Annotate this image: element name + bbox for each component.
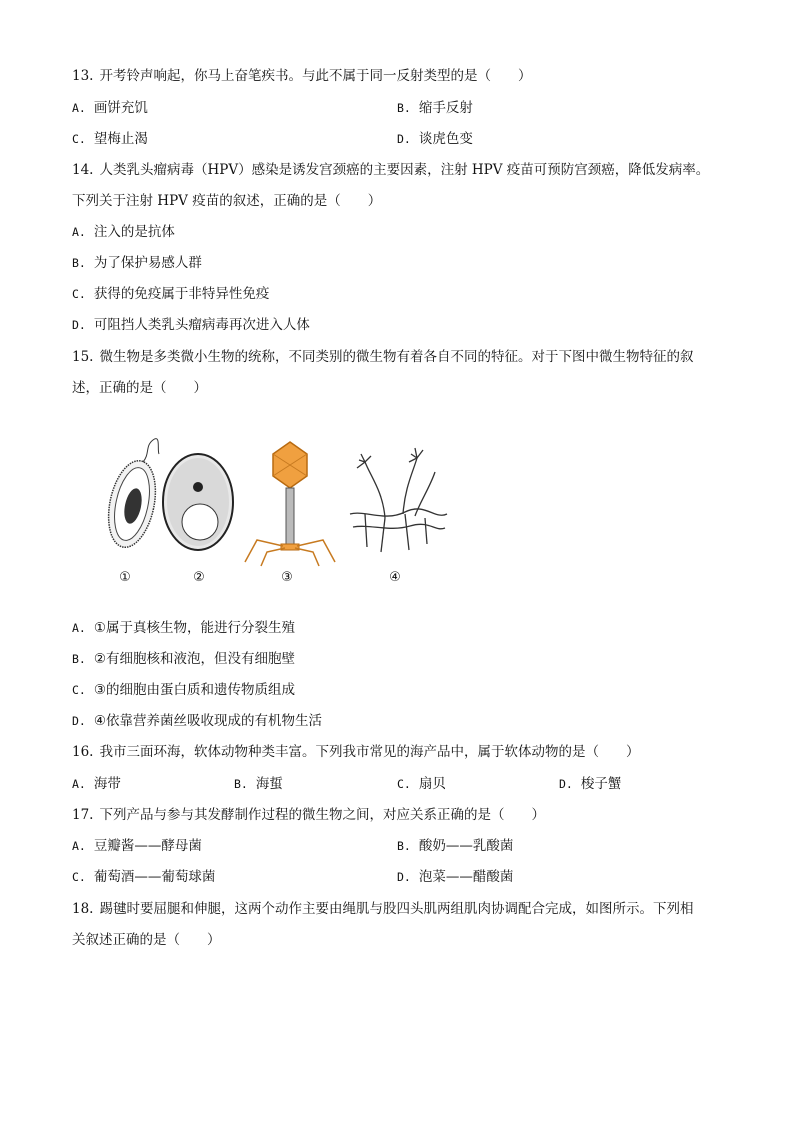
q15-stem-line2: 述，正确的是（ ） xyxy=(72,380,207,396)
q13-stem-text: 开考铃声响起，你马上奋笔疾书。与此不属于同一反射类型的是（ ） xyxy=(99,68,532,84)
q17-option-b[interactable]: B. 酸奶——乳酸菌 xyxy=(397,838,514,854)
q16-number: 16. xyxy=(72,744,94,760)
figure-label-3: ③ xyxy=(281,570,293,585)
q13-option-d[interactable]: D. 谈虎色变 xyxy=(397,131,473,147)
q15-option-d[interactable]: D. ④依靠营养菌丝吸收现成的有机物生活 xyxy=(72,713,322,729)
q13-option-b[interactable]: B. 缩手反射 xyxy=(397,100,473,116)
q14-option-c[interactable]: C. 获得的免疫属于非特异性免疫 xyxy=(72,286,270,302)
q13-number: 13. xyxy=(72,68,94,84)
q14-option-d[interactable]: D. 可阻挡人类乳头瘤病毒再次进入人体 xyxy=(72,317,310,333)
q18-number: 18. xyxy=(72,901,94,917)
q13-option-a[interactable]: A. 画饼充饥 xyxy=(72,100,148,116)
figure-label-2: ② xyxy=(193,570,205,585)
yeast-drawing xyxy=(163,454,233,550)
q15-option-b[interactable]: B. ②有细胞核和液泡，但没有细胞壁 xyxy=(72,651,295,667)
q14-number: 14. xyxy=(72,162,94,178)
q18-stem-line1: 18. 踢毽时要屈腿和伸腿，这两个动作主要由绳肌与股四头肌两组肌肉协调配合完成，如图所示。下列相 xyxy=(72,901,694,917)
q15-stem-line1: 15. 微生物是多类微小生物的统称，不同类别的微生物有着各自不同的特征。对于下图中微生物特征的叙 xyxy=(72,349,694,365)
q16-option-b[interactable]: B. 海蜇 xyxy=(234,776,283,792)
q17-option-c[interactable]: C. 葡萄酒——葡萄球菌 xyxy=(72,869,216,885)
q14-option-a[interactable]: A. 注入的是抗体 xyxy=(72,224,175,240)
q17-option-d[interactable]: D. 泡菜——醋酸菌 xyxy=(397,869,514,885)
q13-stem xyxy=(72,66,531,86)
bacteriophage-drawing xyxy=(245,442,335,566)
figure-label-1: ① xyxy=(119,570,131,585)
bacterium-drawing xyxy=(101,439,162,552)
q16-option-a[interactable]: A. 海带 xyxy=(72,776,121,792)
q17-stem: 17. 下列产品与参与其发酵制作过程的微生物之间，对应关系正确的是（ ） xyxy=(72,807,545,823)
q17-number: 17. xyxy=(72,807,94,823)
q13-option-c[interactable]: C. 望梅止渴 xyxy=(72,131,148,147)
q17-option-a[interactable]: A. 豆瓣酱——酵母菌 xyxy=(72,838,202,854)
mold-drawing xyxy=(350,448,447,552)
q15-option-c[interactable]: C. ③的细胞由蛋白质和遗传物质组成 xyxy=(72,682,295,698)
q18-stem-line2: 关叙述正确的是（ ） xyxy=(72,932,221,948)
figure-label-4: ④ xyxy=(389,570,401,585)
q14-option-b[interactable]: B. 为了保护易感人群 xyxy=(72,255,202,271)
q15-number: 15. xyxy=(72,349,94,365)
microorganism-illustrations xyxy=(95,432,455,567)
q14-stem-line2: 下列关于注射 HPV 疫苗的叙述，正确的是（ ） xyxy=(72,193,382,209)
q16-option-c[interactable]: C. 扇贝 xyxy=(397,776,446,792)
q16-option-d[interactable]: D. 梭子蟹 xyxy=(559,776,622,792)
q15-option-a[interactable]: A. ①属于真核生物，能进行分裂生殖 xyxy=(72,620,295,636)
q16-stem: 16. 我市三面环海，软体动物种类丰富。下列我市常见的海产品中，属于软体动物的是（ ） xyxy=(72,744,640,760)
q14-stem-line1: 14. 人类乳头瘤病毒（HPV）感染是诱发宫颈癌的主要因素，注射 HPV 疫苗可预防宫颈癌，降低发病率。 xyxy=(72,162,710,178)
microorganism-figure xyxy=(95,432,455,592)
